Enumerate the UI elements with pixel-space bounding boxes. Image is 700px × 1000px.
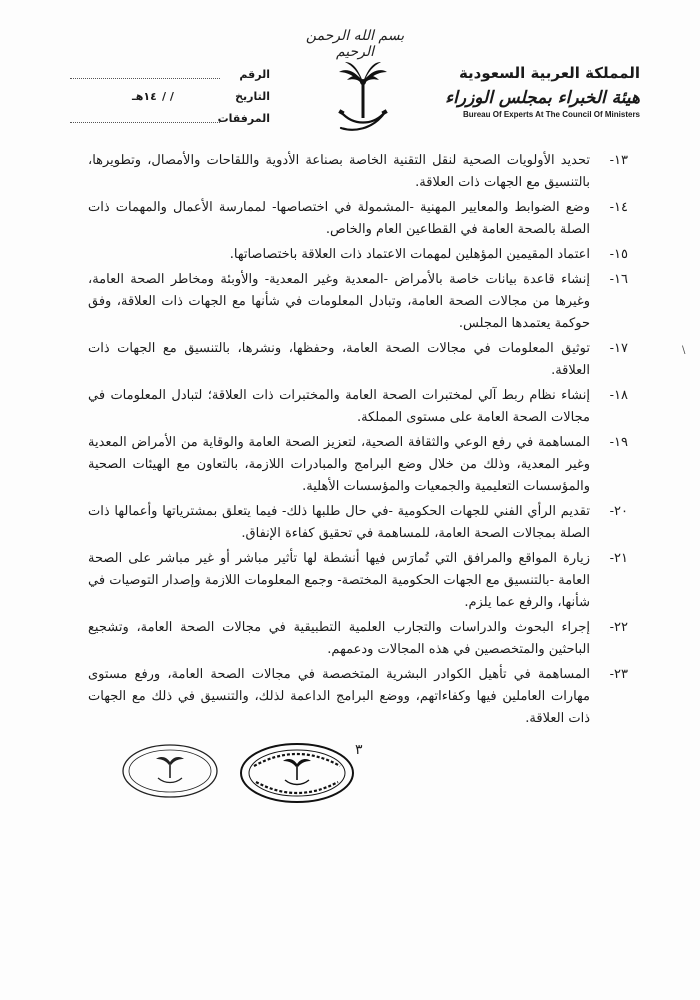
page-number: ٣	[355, 742, 363, 758]
basmala: بسم الله الرحمن الرحيم	[305, 28, 405, 60]
list-item	[88, 150, 628, 194]
saudi-emblem-icon	[335, 60, 391, 138]
date-label: التاريخ	[235, 90, 270, 103]
number-label: الرقم	[239, 68, 270, 81]
item-text: توثيق المعلومات في مجالات الصحة العامة، وحفظها، ونشرها، بالتنسيق مع الجهات ذات العلاقة.	[88, 341, 590, 378]
official-stamp-right	[238, 742, 356, 804]
list-item	[88, 338, 628, 382]
item-text: إنشاء قاعدة بيانات خاصة بالأمراض -المعدية وغير المعدية- والأوبئة ومخاطر الصحة العامة، وغيرها من مجالات الصحة العامة، وتبادل المعلومات في شأنها مع الجهات ذات العلاقة، وفق حوكمة يعتمدها المجلس.	[88, 272, 590, 331]
list-item	[88, 385, 628, 429]
hijri-suffix: ١٤هـ	[132, 90, 157, 103]
dotted-line	[70, 122, 220, 123]
item-text: تقديم الرأي الفني للجهات الحكومية -في حال طلبها ذلك- فيما يتعلق بمشترياتها وأعمالها ذات الصلة بمجالات الصحة العامة، للمساهمة في تحقيق كفاءة الإنفاق.	[88, 504, 590, 541]
document-body	[88, 150, 628, 733]
margin-mark: \	[682, 345, 686, 356]
country-name: المملكة العربية السعودية	[458, 64, 640, 82]
item-text: اعتماد المقيمين المؤهلين لمهمات الاعتماد ذات العلاقة باختصاصاتها.	[229, 247, 590, 262]
item-number: ١٨-	[609, 388, 628, 403]
item-text: المساهمة في رفع الوعي والثقافة الصحية، لتعزيز الصحة العامة والوقاية من الأمراض المعدية وغير المعدية، وذلك من خلال وضع البرامج والمبادرات اللازمة، بالتعاون مع الهيئات الصحية والمؤسسات التعليمية والجمعيات والمؤسسات الأهلية.	[88, 435, 590, 494]
item-text: إجراء البحوث والدراسات والتجارب العلمية التطبيقية في مجالات الصحة العامة، وتشجيع الباحثين والمتخصصين في هذه المجالات ودعمهم.	[88, 620, 590, 657]
official-stamp-left	[120, 742, 220, 800]
list-item	[88, 548, 628, 614]
list-item	[88, 269, 628, 335]
item-text: زيارة المواقع والمرافق التي تُمارَس فيها أنشطة لها تأثير مباشر أو غير مباشر على الصحة العامة -بالتنسيق مع الجهات الحكومية المختصة- وجمع المعلومات اللازمة وإصدار التوصيات في شأنها، والرفع عما يلزم.	[88, 551, 590, 610]
item-number: ١٩-	[609, 435, 628, 450]
document-meta	[70, 66, 270, 132]
item-number: ١٥-	[609, 247, 628, 262]
organization-header	[430, 64, 640, 119]
meta-attachments-row	[70, 110, 270, 132]
item-number: ٢٣-	[609, 667, 628, 682]
list-item	[88, 664, 628, 730]
item-text: تحديد الأولويات الصحية لنقل التقنية الخاصة بصناعة الأدوية واللقاحات والأمصال، وتطويرها، بالتنسيق مع الجهات ذات العلاقة.	[88, 153, 590, 190]
list-item	[88, 197, 628, 241]
list-item	[88, 501, 628, 545]
meta-date-row	[70, 88, 270, 110]
item-number: ٢٠-	[609, 504, 628, 519]
bureau-name-english: Bureau Of Experts At The Council Of Ministers	[462, 110, 640, 119]
list-item	[88, 244, 628, 266]
item-text: المساهمة في تأهيل الكوادر البشرية المتخصصة في مجالات الصحة العامة، ورفع مستوى مهارات العاملين فيها وكفاءاتهم، ووضع البرامج الداعمة لذلك، والتنسيق في ذلك مع الجهات ذات العلاقة.	[88, 667, 590, 726]
list-item	[88, 432, 628, 498]
item-number: ١٧-	[609, 341, 628, 356]
dotted-line	[70, 78, 220, 79]
date-value: / /	[162, 90, 174, 103]
bureau-name-arabic: هيئة الخبراء بمجلس الوزراء	[445, 88, 640, 108]
meta-number-row	[70, 66, 270, 88]
item-number: ٢٢-	[609, 620, 628, 635]
item-text: إنشاء نظام ربط آلي لمختبرات الصحة العامة والمختبرات ذات العلاقة؛ لتبادل المعلومات في مجالات الصحة العامة على مستوى المملكة.	[88, 388, 590, 425]
item-text: وضع الضوابط والمعايير المهنية -المشمولة في اختصاصها- لممارسة الأعمال والمهمات ذات الصلة بالصحة العامة في القطاعين العام والخاص.	[88, 200, 590, 237]
item-number: ١٣-	[609, 153, 628, 168]
list-item	[88, 617, 628, 661]
item-number: ٢١-	[609, 551, 628, 566]
attachments-label: المرفقات	[217, 112, 270, 125]
item-number: ١٦-	[609, 272, 628, 287]
item-number: ١٤-	[609, 200, 628, 215]
